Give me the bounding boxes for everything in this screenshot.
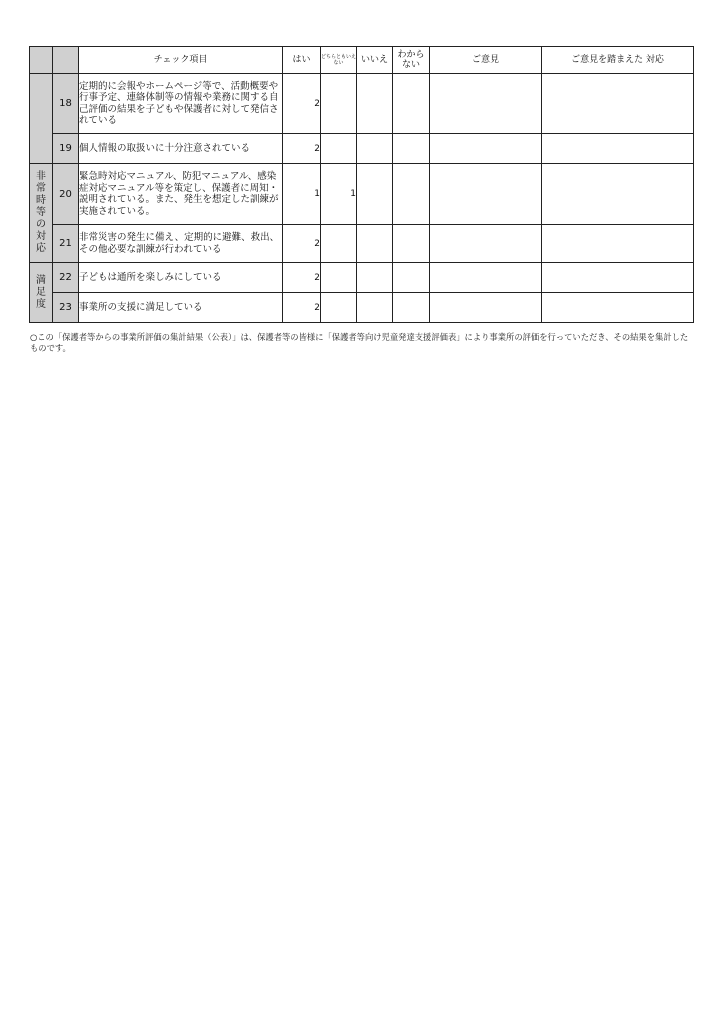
unknown-count — [393, 74, 430, 134]
no-count — [357, 225, 393, 263]
opinion-cell — [430, 263, 542, 293]
row-number: 20 — [53, 164, 79, 225]
row-item-text: 緊急時対応マニュアル、防犯マニュアル、感染症対応マニュアル等を策定し、保護者に周知・説明されている。また、発生を想定した訓練が実施されている。 — [79, 164, 283, 225]
header-number-cell — [53, 47, 79, 74]
table-row — [30, 134, 694, 164]
header-neither: どちらともいえない — [321, 47, 357, 74]
opinion-cell — [430, 164, 542, 225]
yes-count: 2 — [283, 134, 321, 164]
neither-count — [321, 134, 357, 164]
category-cell-blank — [30, 74, 53, 164]
unknown-count — [393, 293, 430, 323]
neither-count: 1 — [321, 164, 357, 225]
response-cell — [542, 293, 694, 323]
response-cell — [542, 134, 694, 164]
opinion-cell — [430, 134, 542, 164]
table-row — [30, 293, 694, 323]
row-item-text: 事業所の支援に満足している — [79, 293, 283, 323]
row-number: 18 — [53, 74, 79, 134]
evaluation-table — [29, 46, 694, 323]
header-category-cell — [30, 47, 53, 74]
neither-count — [321, 74, 357, 134]
footnote: ○この「保護者等からの事業所評価の集計結果（公表）」は、保護者等の皆様に「保護者等向け児童発達支援評価表」により事業所の評価を行っていただき、その結果を集計したものです。 — [30, 332, 689, 353]
response-cell — [542, 225, 694, 263]
row-item-text: 個人情報の取扱いに十分注意されている — [79, 134, 283, 164]
no-count — [357, 164, 393, 225]
yes-count: 1 — [283, 164, 321, 225]
no-count — [357, 134, 393, 164]
unknown-count — [393, 263, 430, 293]
category-satisfaction: 満足度 — [30, 263, 53, 323]
yes-count: 2 — [283, 74, 321, 134]
header-yes: はい — [283, 47, 321, 74]
opinion-cell — [430, 225, 542, 263]
yes-count: 2 — [283, 225, 321, 263]
header-opinion: ご意見 — [430, 47, 542, 74]
row-item-text: 非常災害の発生に備え、定期的に避難、救出、その他必要な訓練が行われている — [79, 225, 283, 263]
table-row — [30, 225, 694, 263]
yes-count: 2 — [283, 263, 321, 293]
response-cell — [542, 263, 694, 293]
response-cell — [542, 74, 694, 134]
table-row — [30, 74, 694, 134]
row-item-text: 子どもは通所を楽しみにしている — [79, 263, 283, 293]
header-unknown: わから ない — [393, 47, 430, 74]
category-emergency: 非常時等の対応 — [30, 164, 53, 263]
no-count — [357, 74, 393, 134]
unknown-count — [393, 134, 430, 164]
row-number: 22 — [53, 263, 79, 293]
unknown-count — [393, 164, 430, 225]
no-count — [357, 293, 393, 323]
neither-count — [321, 225, 357, 263]
neither-count — [321, 293, 357, 323]
no-count — [357, 263, 393, 293]
response-cell — [542, 164, 694, 225]
row-number: 19 — [53, 134, 79, 164]
row-number: 21 — [53, 225, 79, 263]
header-no: いいえ — [357, 47, 393, 74]
opinion-cell — [430, 74, 542, 134]
table-row — [30, 164, 694, 225]
table-row — [30, 263, 694, 293]
neither-count — [321, 263, 357, 293]
header-row — [30, 47, 694, 74]
row-item-text: 定期的に会報やホームページ等で、活動概要や行事予定、連絡体制等の情報や業務に関する自己評価の結果を子どもや保護者に対して発信されている — [79, 74, 283, 134]
row-number: 23 — [53, 293, 79, 323]
unknown-count — [393, 225, 430, 263]
yes-count: 2 — [283, 293, 321, 323]
opinion-cell — [430, 293, 542, 323]
header-response: ご意見を踏まえた 対応 — [542, 47, 694, 74]
header-check-item: チェック項目 — [79, 47, 283, 74]
